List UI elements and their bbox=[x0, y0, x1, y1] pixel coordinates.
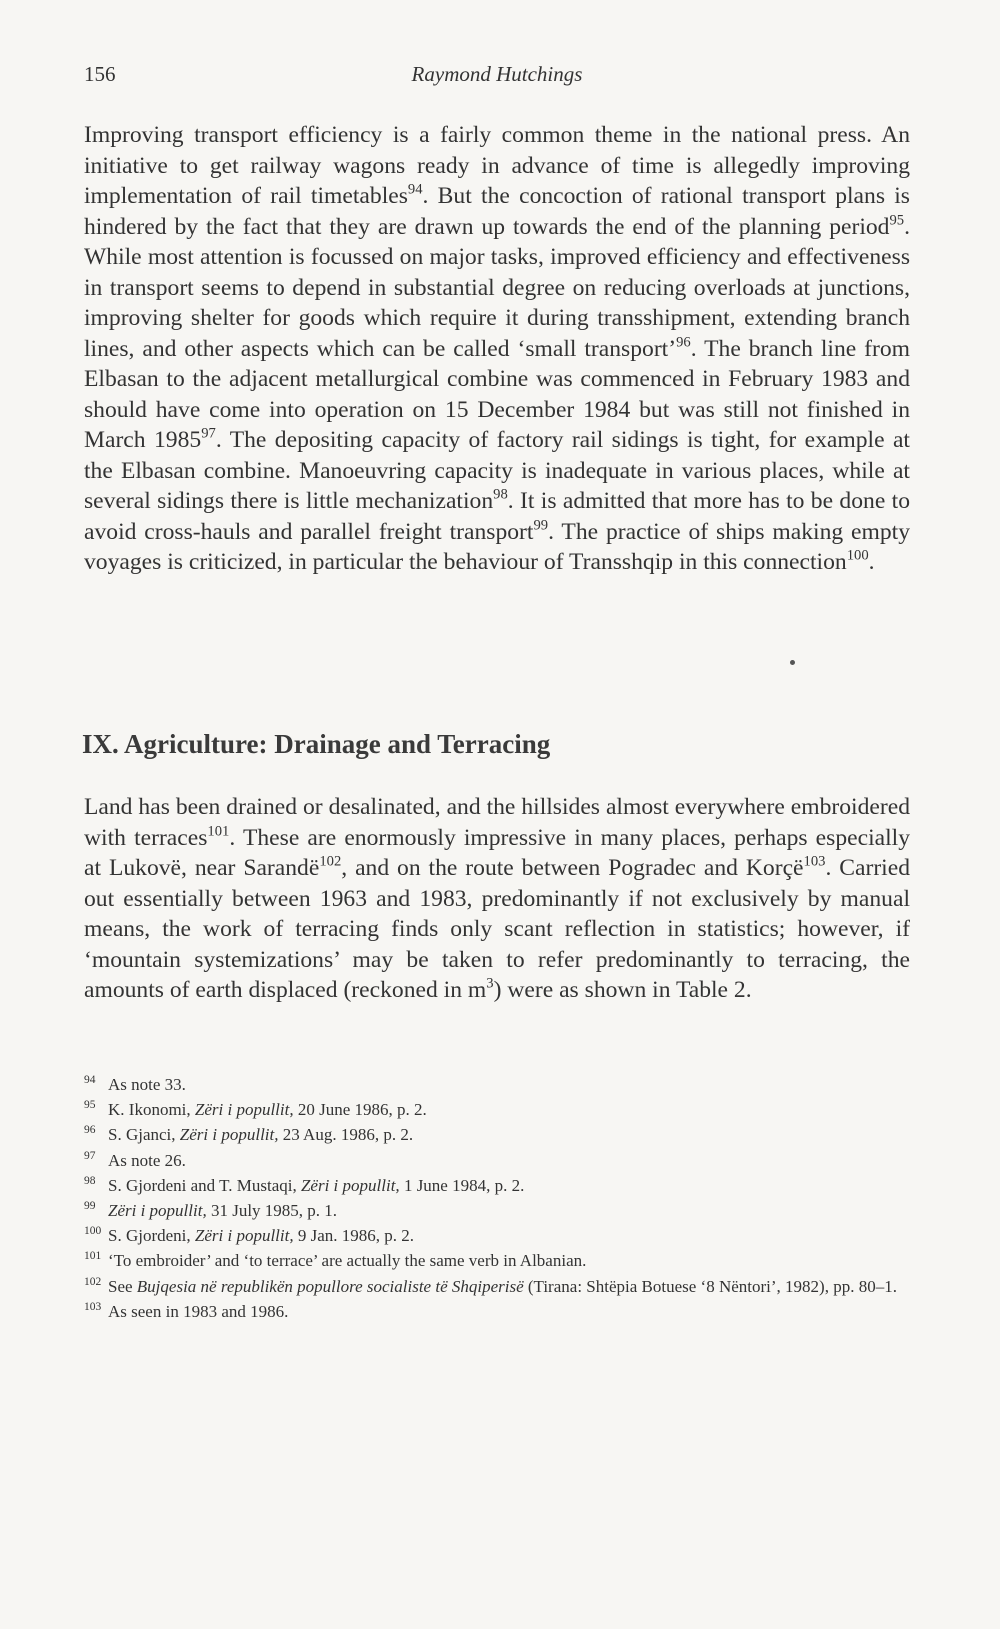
footnote-item bbox=[84, 1248, 924, 1273]
text-run: . bbox=[868, 549, 875, 575]
text-run: . The practice of ships making empty voyages is criticized, in particular the behaviour of Transshqip in this connection bbox=[84, 518, 911, 575]
print-speck bbox=[790, 660, 795, 665]
text-run: Improving transport efficiency is a fairly common theme in the national press. An initiative to get railway wagons ready in advance of time is allegedly improving implementation of rail timetables bbox=[84, 122, 910, 209]
footnote-text: 23 Aug. 1986, p. 2. bbox=[278, 1125, 414, 1145]
footnote-text: As seen in 1983 and 1986. bbox=[108, 1301, 289, 1321]
footnotes bbox=[84, 1072, 924, 1324]
footnote-title: Zëri i popullit, bbox=[108, 1201, 207, 1221]
footnote-number: 97 bbox=[84, 1149, 96, 1162]
text-run: . While most attention is focussed on major tasks, improved efficiency and effectiveness in transport seems to depend in substantial degree on reducing overloads at junctions, improving shelter for goods which require it during transshipment, extending branch lines, and other aspects which can be called ‘small transport’ bbox=[84, 213, 910, 362]
footnote-ref: 97 bbox=[201, 425, 216, 442]
footnote-item bbox=[84, 1173, 924, 1198]
footnote-text: S. Gjanci, bbox=[108, 1125, 180, 1145]
footnote-title: Zëri i popullit, bbox=[300, 1175, 400, 1195]
footnote-text: (Tirana: Shtëpia Botuese ‘8 Nëntori’, 1982), pp. 80–1. bbox=[523, 1276, 897, 1296]
footnote-item bbox=[84, 1097, 924, 1122]
footnote-ref: 99 bbox=[533, 517, 549, 533]
footnote-text: 1 June 1984, p. 2. bbox=[399, 1175, 525, 1195]
text-run: ) were as shown in Table 2. bbox=[493, 977, 752, 1003]
footnote-item bbox=[84, 1072, 924, 1097]
footnote-ref: 94 bbox=[407, 181, 423, 198]
footnote-ref: 102 bbox=[319, 853, 342, 870]
footnote-title: Zëri i popullit, bbox=[194, 1226, 294, 1246]
footnote-text: As note 26. bbox=[108, 1150, 186, 1170]
footnote-text: K. Ikonomi, bbox=[108, 1100, 195, 1120]
footnote-number: 96 bbox=[84, 1124, 96, 1137]
footnote-text: See bbox=[108, 1276, 137, 1296]
footnote-number: 103 bbox=[84, 1300, 102, 1313]
body-paragraph-transport bbox=[84, 120, 910, 578]
footnote-item bbox=[84, 1122, 924, 1147]
text-run: . It is admitted that more has to be done to avoid cross-hauls and parallel freight transport bbox=[84, 488, 910, 545]
footnote-text: 31 July 1985, p. 1. bbox=[206, 1201, 338, 1221]
footnote-item bbox=[84, 1274, 924, 1299]
footnote-ref: 96 bbox=[676, 334, 691, 350]
footnote-text: As note 33. bbox=[108, 1075, 186, 1094]
footnote-title: Zëri i popullit, bbox=[179, 1125, 279, 1145]
footnote-item bbox=[84, 1223, 924, 1248]
footnote-item bbox=[84, 1148, 924, 1173]
footnote-number: 98 bbox=[84, 1174, 96, 1187]
text-run: , and on the route between Pogradec and Korçë bbox=[341, 855, 804, 881]
footnote-ref: 100 bbox=[846, 547, 869, 564]
running-head: Raymond Hutchings bbox=[411, 62, 583, 86]
footnote-number: 101 bbox=[84, 1250, 102, 1263]
footnote-ref: 101 bbox=[207, 823, 230, 839]
footnote-ref: 95 bbox=[889, 212, 905, 228]
body-paragraph-agriculture bbox=[84, 792, 910, 1006]
footnote-title: Bujqesia në republikën popullore socialiste të Shqiperisë bbox=[136, 1276, 524, 1296]
section-heading: IX. Agriculture: Drainage and Terracing bbox=[82, 729, 551, 759]
footnote-ref: 103 bbox=[803, 853, 826, 870]
page-header bbox=[84, 62, 910, 98]
text-run: . The depositing capacity of factory rail sidings is tight, for example at the Elbasan combine. Manoeuvring capacity is inadequate in various places, while at several sidings there is little mechanization bbox=[84, 427, 910, 514]
footnote-ref: 3 bbox=[486, 975, 494, 992]
page-number: 156 bbox=[84, 62, 116, 86]
text-run: . These are enormously impressive in many places, perhaps especially at Lukovë, near Sarandë bbox=[84, 824, 911, 881]
text-run: . The branch line from Elbasan to the adjacent metallurgical combine was commenced in February 1983 and should have come into operation on 15 December 1984 but was still not finished in March 1985 bbox=[84, 335, 910, 453]
footnote-ref: 98 bbox=[493, 486, 508, 503]
footnote-number: 100 bbox=[84, 1225, 102, 1238]
footnote-text: S. Gjordeni and T. Mustaqi, bbox=[108, 1175, 301, 1195]
footnote-text: ‘To embroider’ and ‘to terrace’ are actually the same verb in Albanian. bbox=[108, 1251, 587, 1271]
footnote-text: S. Gjordeni, bbox=[108, 1226, 195, 1246]
footnote-number: 102 bbox=[84, 1275, 102, 1288]
footnote-title: Zëri i popullit, bbox=[194, 1100, 294, 1120]
footnote-number: 94 bbox=[84, 1074, 96, 1086]
text-run: Land has been drained or desalinated, and the hillsides almost everywhere embroidered with terraces bbox=[84, 794, 910, 851]
text-run: . Carried out essentially between 1963 and 1983, predominantly if not exclusively by manual means, the work of terracing finds only scant reflection in statistics; however, if ‘mountain systemizations’ may be taken to refer predominantly to terracing, the amounts of earth displaced (reckoned in m bbox=[84, 855, 911, 1003]
footnote-number: 95 bbox=[84, 1099, 96, 1112]
footnote-number: 99 bbox=[84, 1200, 96, 1213]
footnote-text: 20 June 1986, p. 2. bbox=[293, 1100, 427, 1120]
footnote-text: 9 Jan. 1986, p. 2. bbox=[293, 1226, 415, 1246]
text-run: . But the concoction of rational transport plans is hindered by the fact that they are drawn up towards the end of the planning period bbox=[84, 183, 910, 240]
footnote-item bbox=[84, 1299, 924, 1324]
footnote-item bbox=[84, 1198, 924, 1223]
